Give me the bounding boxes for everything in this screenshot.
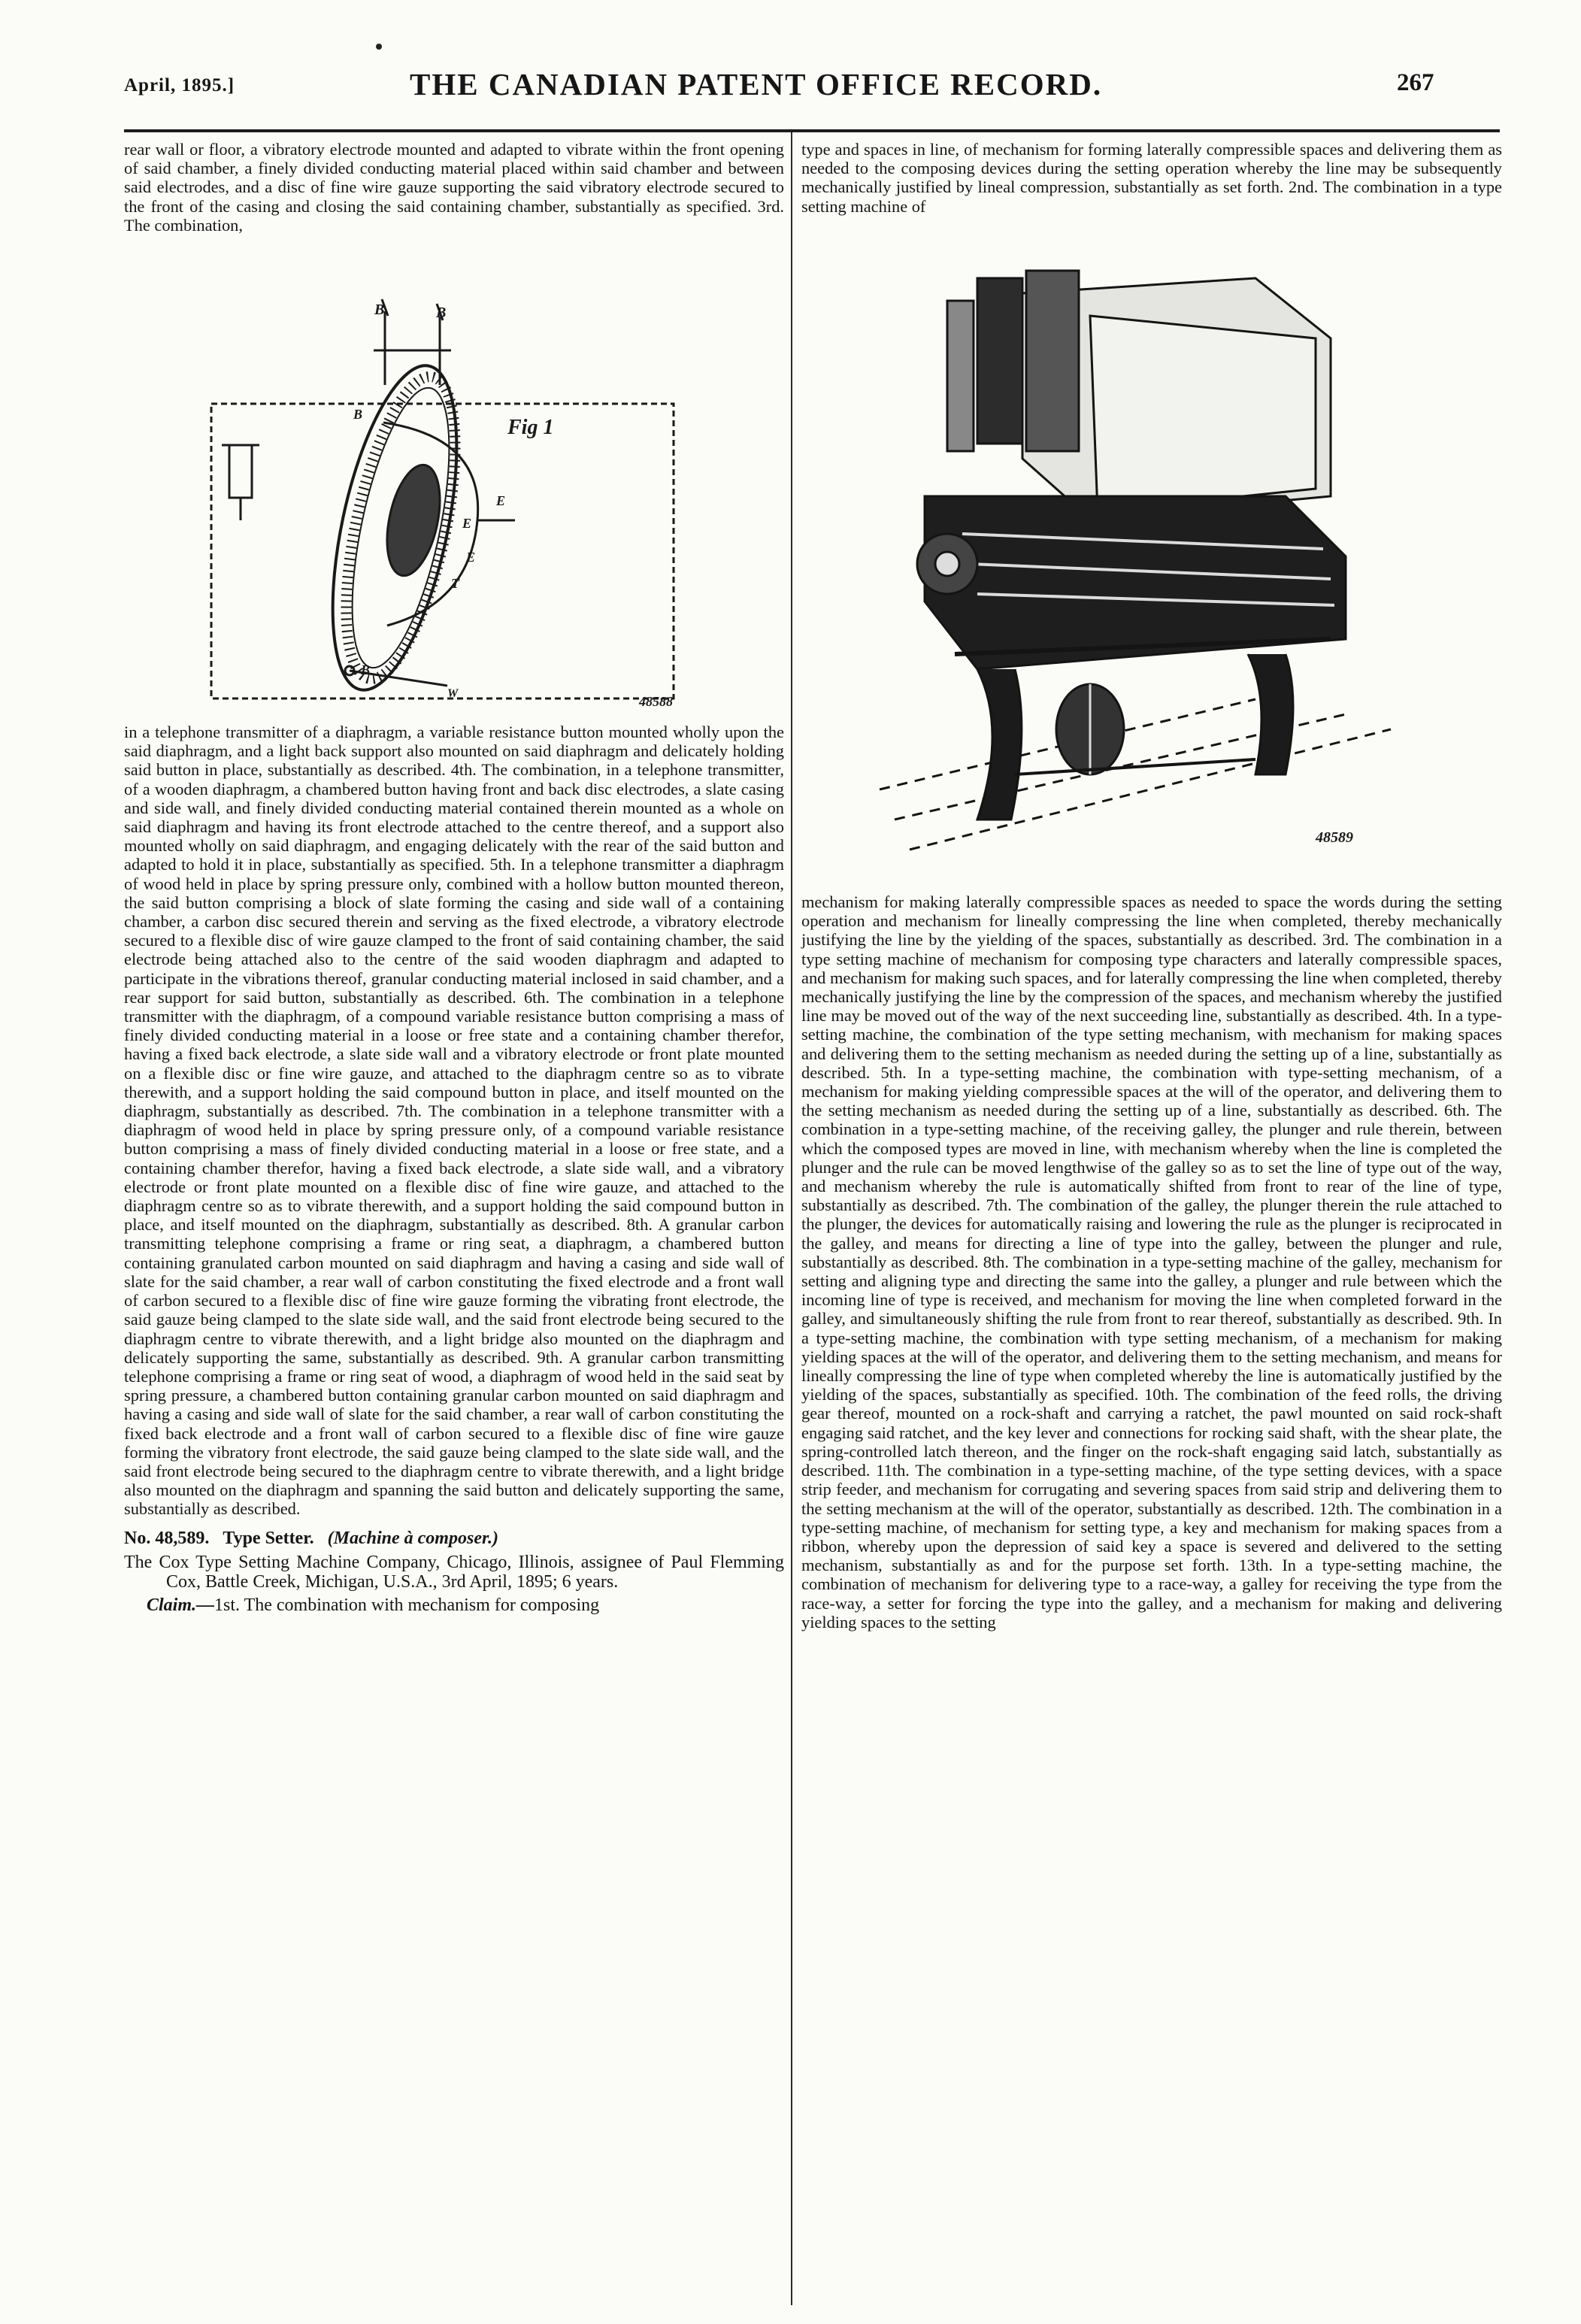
feed-tube bbox=[1026, 271, 1079, 451]
header-rule bbox=[124, 129, 1500, 132]
right-top-text: type and spaces in line, of mechanism for forming laterally compressible spaces and delivering them as needed to the composing devices during the setting operation whereby the line may be subsequently mechanically justified by lineal compression, substantially as set forth. 2nd. The combination in a type setting machine of bbox=[801, 140, 1502, 216]
left-top-text: rear wall or floor, a vibratory electrode mounted and adapted to vibrate within the front opening of said chamber, a finely divided conducting material placed within said chamber and between said electrodes, and a disc of fine wire gauze supporting the said vibratory electrode secured to the front of the casing and closing the said containing chamber, substantially as specified. 3rd. The combination, bbox=[124, 140, 784, 235]
figure-letter: E bbox=[496, 493, 506, 508]
feed-tube bbox=[977, 278, 1022, 444]
telephone-transmitter-figure bbox=[199, 295, 699, 708]
figure-caption: Fig 1 bbox=[507, 416, 554, 439]
table-leg bbox=[977, 669, 1022, 820]
magazine-front bbox=[1090, 316, 1316, 511]
claim-start: 1st. The combination with mechanism for composing bbox=[214, 1595, 600, 1615]
left-body bbox=[124, 723, 784, 1615]
floor-lines bbox=[880, 699, 1391, 850]
patent-assignee: The Cox Type Setting Machine Company, Chicago, Illinois, assignee of Paul Flemming Cox, Battle Creek, Michigan, U.S.A., 3rd April, 1895; 6 years. bbox=[124, 1552, 784, 1592]
patent-title: Type Setter. bbox=[223, 1528, 314, 1548]
feed-tube bbox=[947, 301, 974, 451]
patent-claim bbox=[124, 1596, 784, 1615]
figure-number: 48588 bbox=[639, 694, 673, 708]
left-body-text: in a telephone transmitter of a diaphragm, a variable resistance button mounted wholly upon the said diaphragm, and a light back support also mounted on said diaphragm and delicately holding said button in place, substantially as described. 4th. The combination, in a telephone transmitter, of a wooden diaphragm, a chambered button having front and back disc electrodes, a slate casing and side wall, and finely divided conducting material contained therein mounted as a whole on said diaphragm and having its front electrode attached to the centre thereof, and a support also mounted wholly on said diaphragm, and engaging delicately with the rear of the said button and adapted to hold it in place, substantially as specified. 5th. In a telephone transmitter a diaphragm of wood held in place by spring pressure only, combined with a hollow button mounted thereon, the said button comprising a block of slate forming the casing and side wall of a containing chamber, a carbon disc secured therein and serving as the fixed electrode, a vibratory electrode secured to a flexible disc of wire gauze clamped to the front of said containing chamber, the said electrode being attached also to the centre of the said wooden diaphragm and adapted to participate in the vibrations thereof, granular conducting material inclosed in said chamber, and a rear support for said button, substantially as described. 6th. The combination in a telephone transmitter with the diaphragm, of a compound variable resistance button comprising a mass of finely divided conducting material in a loose or free state and a containing chamber therefor, having a fixed back electrode, a slate side wall and a vibratory electrode or front plate mounted on a flexible disc or fine wire gauze, and attached to the diaphragm centre so as to vibrate therewith, and a support holding the said compound button in place, and itself mounted on the diaphragm, substantially as described. 7th. The combination in a telephone transmitter with a diaphragm of wood held in place by spring pressure only, of a compound variable resistance button comprising a mass of finely divided conducting material in a loose or free state, and a containing chamber therefor, having a fixed back electrode, a slate side wall, and a vibratory electrode or front plate mounted on a flexible disc of fine wire gauze, and attached to the diaphragm centre so as to vibrate therewith, and a support holding the said compound button in place, and itself mounted on the diaphragm, substantially as described. 8th. A granular carbon transmitting telephone comprising a frame or ring seat, a diaphragm, a chambered button containing granulated carbon mounted on said diaphragm and having a casing and side wall of slate for the said chamber, a rear wall of carbon constituting the fixed electrode and a front wall of carbon secured to a flexible disc of fine wire gauze forming the vibrating front electrode, the said gauze being clamped to the slate side wall, and the said front electrode being secured to the diaphragm centre to vibrate therewith, and a light bridge also mounted on the diaphragm and delicately supporting the same, substantially as described. 9th. A granular carbon transmitting telephone comprising a frame or ring seat of wood, a diaphragm of wood held in the said seat by spring pressure, a chambered button containing granular carbon mounted on said diaphragm and having a casing and side wall of slate for the said chamber, a rear wall of carbon constituting the fixed back electrode and a front wall of carbon secured to a flexible disc of fine wire gauze forming the vibratory front electrode, the said gauze being clamped to the slate side wall, and the said front electrode being secured to the diaphragm centre to vibrate therewith, and a light bridge also mounted on the diaphragm and spanning the said button and delicately supporting the same, substantially as described. bbox=[124, 723, 784, 1519]
patent-subtitle: (Machine à composer.) bbox=[327, 1528, 498, 1548]
figure-letter: E bbox=[462, 516, 472, 531]
header-page-number: 267 bbox=[1397, 69, 1434, 96]
patent-number: No. 48,589. bbox=[124, 1528, 210, 1548]
claim-label: Claim.— bbox=[147, 1595, 215, 1615]
stretcher bbox=[1015, 759, 1255, 774]
table-leg bbox=[1248, 654, 1293, 774]
receiver bbox=[229, 445, 252, 498]
header-date: April, 1895.] bbox=[124, 75, 235, 95]
figure-letter: T bbox=[451, 576, 459, 591]
right-body-text: mechanism for making laterally compressible spaces as needed to space the words during the setting operation and mechanism for lineally compressing the line when completed, thereby mechanically justifying the line by the yielding of the spaces, substantially as described. 3rd. The combination in a type setting machine of mechanism for composing type characters and laterally compressible spaces, and mechanism for making such spaces, and for laterally compressing the line when completed, thereby mechanically justifying the line by the compression of the spaces, and mechanism whereby the justified line may be moved out of the way of the next succeeding line, substantially as described. 4th. In a type-setting machine, the combination of the type setting mechanism, with mechanism for making spaces and delivering them to the setting mechanism as needed during the setting up of a line, substantially as described. 5th. In a type-setting machine, the combination with type-setting mechanism, of a mechanism for making yielding compressible spaces at the will of the operator, and delivering them to the setting mechanism as needed during the setting up of a line, substantially as described. 6th. The combination in a type-setting machine, of the receiving galley, the plunger and rule therein, between which the composed types are moved in line, with mechanism whereby when the line is completed the plunger and the rule can be moved lengthwise of the galley so as to set the line of type out of the way, and mechanism whereby the rule is automatically shifted from front to rear of the line of type, substantially as described. 7th. The combination of the galley, the plunger therein the rule attached to the plunger, the devices for automatically raising and lowering the rule as the plunger is reciprocated in the galley, and means for directing a line of type into the galley, between the plunger and rule, substantially as described. 8th. The combination in a type-setting machine of the galley, mechanism for setting and aligning type and directing the same into the galley, a plunger and rule between which the incoming line of type is received, and mechanism for moving the line when completed forward in the galley, and simultaneously shifting the rule from front to rear thereof, substantially as described. 9th. In a type-setting machine, the combination with type setting mechanism, of a mechanism for making yielding spaces at the will of the operator, and delivering them to the setting mechanism, and means for lineally compressing the line of type when completed whereby the line is automatically justified by the yielding of the spaces, substantially as specified. 10th. The combination of the feed rolls, the driving gear thereof, mounted on a rock-shaft and carrying a ratchet, the pawl mounted on said rock-shaft engaging said ratchet, and the key lever and connections for rocking said shaft, with the shear plate, the spring-controlled latch thereon, and the finger on the rock-shaft engaging said latch, substantially as described. 11th. The combination in a type-setting machine, of the type setting devices, with a space strip feeder, and mechanism for corrugating and severing spaces from said strip and delivering them to the setting mechanism at the will of the operator, substantially as described. 12th. The combination in a type-setting machine, of mechanism for setting type, a key and mechanism for making spaces from a ribbon, whereby upon the depression of said key a space is severed and delivered to the setting mechanism, substantially as and for the purpose set forth. 13th. In a type-setting machine, the combination of mechanism for delivering type to a race-way, a galley for receiving the type from the race-way, a setter for forcing the type into the galley, and a mechanism for making and delivering yielding spaces to the setting bbox=[801, 892, 1502, 1632]
figure-letter: E bbox=[466, 550, 476, 565]
button bbox=[378, 460, 449, 580]
figure-letter: B bbox=[353, 407, 363, 422]
column-divider bbox=[791, 132, 792, 2305]
type-setting-machine-figure bbox=[865, 248, 1436, 872]
figure-letter: B bbox=[436, 305, 447, 321]
figure-number: 48589 bbox=[1316, 829, 1353, 846]
patent-heading bbox=[124, 1529, 784, 1548]
wheel-hub bbox=[935, 552, 959, 576]
header-title: THE CANADIAN PATENT OFFICE RECORD. bbox=[410, 67, 1103, 102]
figure-letter: W bbox=[447, 687, 459, 700]
figure-letter: B bbox=[374, 301, 385, 318]
figure-letter: B bbox=[361, 662, 371, 677]
ink-dot bbox=[376, 44, 382, 50]
